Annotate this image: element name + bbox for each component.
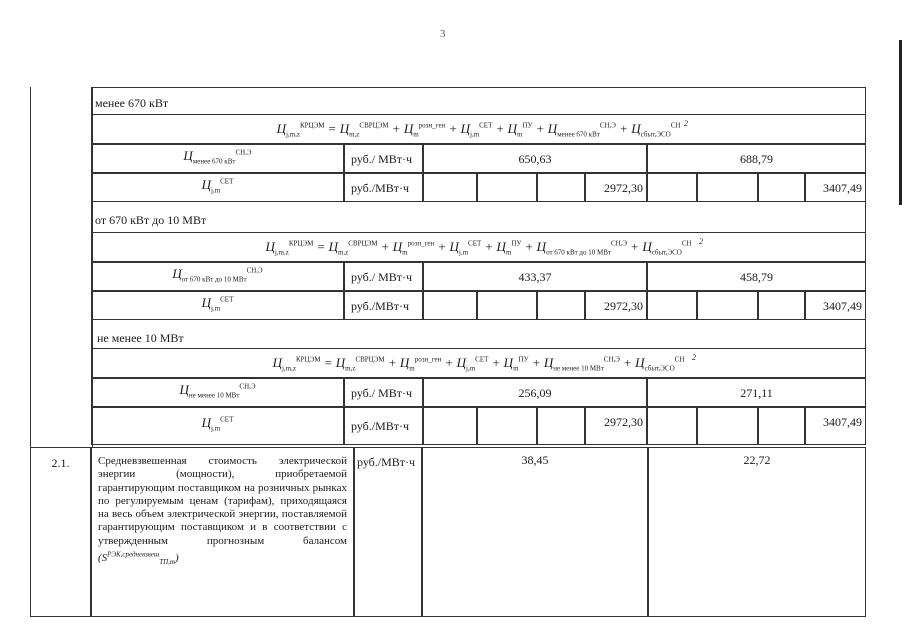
row-number: 2.1. xyxy=(30,447,91,617)
value-cell: 3407,49 xyxy=(805,407,866,445)
section-header xyxy=(91,87,866,114)
empty-cell xyxy=(477,173,537,202)
value-cell: 2972,30 xyxy=(585,173,647,202)
empty-cell xyxy=(537,291,585,320)
formula-row xyxy=(91,114,866,144)
empty-cell xyxy=(647,407,697,445)
empty-cell xyxy=(423,291,477,320)
param-name-cell: $Ц_{от 670 кВт до 10 МВт}^{СН,Э}$ xyxy=(91,262,344,291)
param-name-cell: $Ц_{j,m}^{СЕТ}$ xyxy=(91,173,344,202)
value-cell: 2972,30 xyxy=(585,291,647,320)
price-formula: $Ц_{j,m,z}^{КРЦЭМ} = Ц_{m,z}^{СВРЦЭМ} + Ц_m^{розн\_ген} + Ц_{j,m}^{СЕТ} + Ц_m^{ПУ} + Ц_{менее 670 кВт}^{СН,Э} + Ц_{сбыт,ЭСО}^{СН}$ 2 xyxy=(276,119,688,139)
param-name-cell: $Ц_{менее 670 кВт}^{СН,Э}$ xyxy=(91,144,344,173)
empty-cell xyxy=(758,407,805,445)
value-cell: 3407,49 xyxy=(805,291,866,320)
unit-cell: руб./ МВт·ч xyxy=(344,262,423,291)
price-formula: $Ц_{j,m,z}^{КРЦЭМ} = Ц_{m,z}^{СВРЦЭМ} + Ц_m^{розн\_ген} + Ц_{j,m}^{СЕТ} + Ц_m^{ПУ} + Ц_{не менее 10 МВт}^{СН,Э} + Ц_{сбыт,ЭСО}^{СН}$ 2 xyxy=(272,353,696,373)
empty-cell xyxy=(423,407,477,445)
table-row xyxy=(91,291,866,320)
scan-edge-mark xyxy=(899,40,902,205)
empty-cell xyxy=(423,173,477,202)
footnote-mark: 2 xyxy=(692,353,696,362)
section-label: менее 670 кВт xyxy=(95,96,169,110)
value-cell: 433,37 xyxy=(423,262,647,291)
formula-row xyxy=(91,232,866,262)
value-cell: 458,79 xyxy=(647,262,866,291)
footnote-mark: 2 xyxy=(699,237,703,246)
param-name-cell: $Ц_{j,m}^{СЕТ}$ xyxy=(91,407,344,445)
table-row xyxy=(91,378,866,407)
value-cell: 688,79 xyxy=(647,144,866,173)
empty-cell xyxy=(697,407,758,445)
table-row xyxy=(91,173,866,202)
unit-cell: руб./МВт·ч xyxy=(344,173,423,202)
empty-cell xyxy=(477,291,537,320)
empty-cell xyxy=(537,173,585,202)
section-label: от 670 кВт до 10 МВт xyxy=(95,213,207,227)
formula-row xyxy=(91,348,866,378)
empty-cell xyxy=(477,407,537,445)
table-row xyxy=(91,407,866,445)
table-row xyxy=(91,262,866,291)
page-number: 3 xyxy=(440,28,446,40)
unit-cell: руб./ МВт·ч xyxy=(344,144,423,173)
section-header xyxy=(91,202,866,232)
section-header xyxy=(91,320,866,348)
price-formula: $Ц_{j,m,z}^{КРЦЭМ} = Ц_{m,z}^{СВРЦЭМ} + Ц_m^{розн\_ген} + Ц_{j,m}^{СЕТ} + Ц_m^{ПУ} + Ц_{от 670 кВт до 10 МВт}^{СН,Э} + Ц_{сбыт,ЭСО}^{СН}$ 2 xyxy=(265,237,703,257)
empty-cell xyxy=(697,291,758,320)
value-cell: 256,09 xyxy=(423,378,647,407)
param-name-cell: $Ц_{j,m}^{СЕТ}$ xyxy=(91,291,344,320)
row-description: Средневзвешенная стоимость электрической энергии (мощности), приобретаемой гарантирующим поставщиком на розничных рынках по регулируемым ценам (тарифам), приходящаяся на весь объем электрической энергии, поставляемой гарантирующим поставщиком и в соответствии с утвержденным прогнозным балансом xyxy=(98,455,347,547)
table-row xyxy=(91,144,866,173)
empty-cell xyxy=(758,173,805,202)
value-cell: 650,63 xyxy=(423,144,647,173)
footnote-mark: 2 xyxy=(684,119,688,128)
value-cell: 271,11 xyxy=(647,378,866,407)
row-description-cell xyxy=(91,447,354,617)
value-cell: 38,45 xyxy=(422,447,648,617)
balance-symbol: $(S^{РЭК,средневзвеш}_{ТП,m})$ xyxy=(98,550,179,566)
param-name-cell: $Ц_{не менее 10 МВт}^{СН,Э}$ xyxy=(91,378,344,407)
empty-cell xyxy=(647,291,697,320)
empty-cell xyxy=(647,173,697,202)
section-label: не менее 10 МВт xyxy=(97,331,184,345)
unit-cell: руб./МВт·ч xyxy=(344,291,423,320)
value-cell: 2972,30 xyxy=(585,407,647,445)
empty-cell xyxy=(697,173,758,202)
unit-cell: руб./ МВт·ч xyxy=(344,378,423,407)
table-row-2-1 xyxy=(30,447,866,617)
row-number-column xyxy=(30,87,93,447)
unit-cell: руб./МВт·ч xyxy=(354,447,422,617)
unit-cell: руб./МВт·ч xyxy=(344,407,423,445)
empty-cell xyxy=(537,407,585,445)
empty-cell xyxy=(758,291,805,320)
value-cell: 3407,49 xyxy=(805,173,866,202)
value-cell: 22,72 xyxy=(648,447,866,617)
